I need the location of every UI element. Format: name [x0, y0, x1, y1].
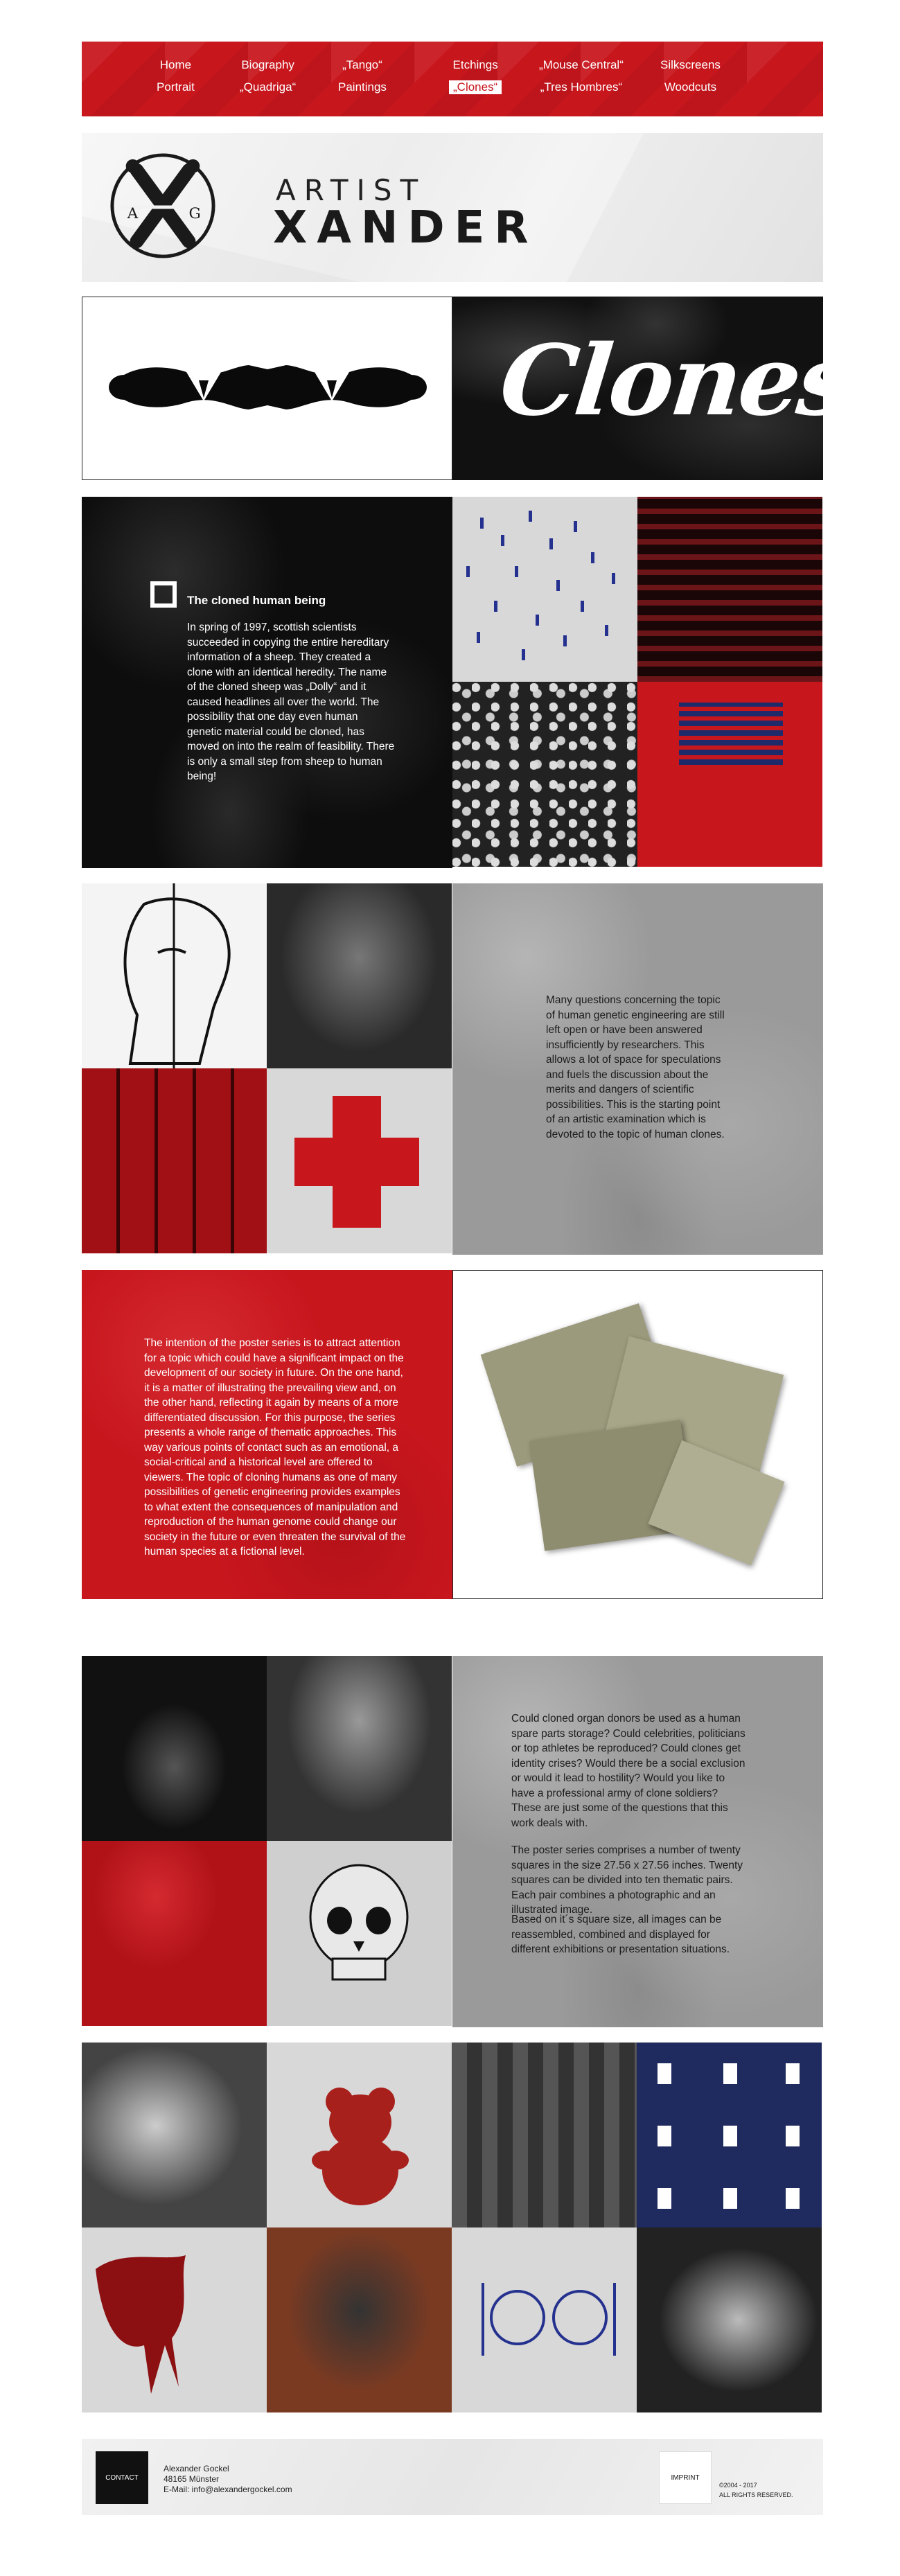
clones-banner: [82, 297, 856, 480]
logo-letter-g: G: [188, 204, 201, 222]
intro-text: In spring of 1997, scottish scientists succeeded in copying the entire hereditary information of a sheep. They created a clone with an identical heredity. The name of the cloned sheep was „Dolly“ and it caused headlines all over the world. The possibility that one day even human genetic material could be cloned, has moved on into the realm of feasibility. There is only a small step from sheep to human being!: [187, 621, 395, 782]
poster-statue[interactable]: [82, 883, 267, 1068]
poster-skull[interactable]: [267, 1841, 452, 2026]
poster-blue-figures[interactable]: [637, 2043, 822, 2227]
copyright-years: ©2004 - 2017: [719, 2482, 757, 2489]
questions-text: Many questions concerning the topic of human genetic engineering are still left open or have been answered insufficiently by researchers. This allows a lot of space for speculations and fuels the discussion about the merits and dangers of scientific possibilities. This is the starting point of an artistic examination which is devoted to the topic of human clones.: [546, 994, 725, 1140]
poster-blood-splatter[interactable]: [82, 2227, 267, 2412]
cutlery-illustration: [452, 2227, 637, 2412]
nav-link[interactable]: Silkscreens: [660, 58, 721, 71]
rows-illustration: [679, 703, 783, 765]
logo-letter-a: A: [127, 204, 139, 222]
rights-reserved: ALL RIGHTS RESERVED.: [719, 2491, 793, 2498]
poster-gasmask-photo[interactable]: [267, 2227, 452, 2412]
intro-panel: [82, 497, 452, 868]
crowd-figures-illustration: [452, 497, 637, 682]
statue-illustration: [82, 883, 267, 1068]
nav-link[interactable]: „Mouse Central“: [539, 58, 624, 71]
poster-crowd-photo[interactable]: [452, 682, 637, 867]
section-gallery-grid: [82, 2043, 823, 2412]
series-panel: [452, 1656, 823, 2027]
nav-column: [660, 58, 721, 103]
intention-panel: [82, 1270, 452, 1599]
site-header: [82, 133, 823, 282]
contact-info: [164, 2464, 292, 2495]
site-footer: [82, 2439, 823, 2515]
nav-link[interactable]: Etchings: [452, 58, 498, 71]
figures-grid-illustration: [637, 2043, 822, 2227]
poster-zombie[interactable]: [82, 1656, 267, 1841]
nav-link[interactable]: Paintings: [338, 80, 387, 94]
nav-column: [539, 58, 624, 103]
section-cloned-human-being: [82, 497, 823, 868]
section-intention: [82, 1270, 823, 1599]
section-questions: [82, 883, 823, 1255]
square-icon: [150, 581, 177, 608]
series-paragraph-3: Based on it´s square size, all images can be reassembled, combined and displayed for different exhibitions or presentation situations.: [511, 1914, 730, 1955]
series-paragraph-1: Could cloned organ donors be used as a human spare parts storage? Could celebrities, politicians or top athletes be reproduced? Could clones get identity crises? Would there be a social exclusion or would it lead to hostility? Would you like to have a professional army of clone soldiers? These are just some of the questions that this work deals with.: [511, 1713, 745, 1829]
questions-panel: [452, 883, 823, 1255]
nav-link[interactable]: Woodcuts: [664, 80, 717, 94]
page-title: Clones: [495, 324, 856, 438]
blood-splatter-illustration: [82, 2227, 267, 2412]
mirrored-figures-icon: [82, 297, 453, 481]
nav-link[interactable]: Home: [159, 58, 192, 71]
imprint-button[interactable]: IMPRINT: [659, 2451, 712, 2504]
artist-name: XANDER: [273, 202, 538, 254]
skull-illustration: [267, 1841, 452, 2026]
nav-link[interactable]: Portrait: [157, 80, 195, 94]
nav-link[interactable]: „Clones“: [449, 80, 502, 94]
nav-link[interactable]: „Tango“: [342, 58, 382, 71]
teddy-bear-illustration: [267, 2043, 452, 2227]
artist-logo[interactable]: [108, 151, 218, 261]
banner-illustration: [82, 297, 452, 480]
poster-hanging-figures[interactable]: [82, 1068, 267, 1253]
poster-red-cross[interactable]: [267, 1068, 452, 1253]
poster-singer-photo[interactable]: [267, 1656, 452, 1841]
poster-empty-seats[interactable]: [637, 497, 822, 682]
series-paragraph-2: The poster series comprises a number of twenty squares in the size 27.56 x 27.56 inches. Twenty squares can be divided into ten thematic pairs. Each pair combines a photographic and an illustrated image.: [511, 1844, 743, 1916]
poster-clone-rows[interactable]: [637, 682, 822, 867]
contact-city: 48165 Münster: [164, 2474, 220, 2484]
section-series: [82, 1656, 823, 2027]
contact-email[interactable]: E-Mail: info@alexandergockel.com: [164, 2485, 292, 2494]
contact-name: Alexander Gockel: [164, 2464, 229, 2473]
nav-column: [338, 58, 387, 103]
poster-soldiers-photo[interactable]: [452, 2043, 637, 2227]
section-heading: The cloned human being: [187, 594, 326, 607]
cross-horizontal: [294, 1138, 419, 1186]
banner-title-panel: [452, 297, 856, 480]
poster-baby-photo[interactable]: [82, 2043, 267, 2227]
nav-link[interactable]: „Quadriga“: [240, 80, 297, 94]
poster-crowd-blue[interactable]: [452, 497, 637, 682]
nav-column: [449, 58, 502, 103]
intention-text: The intention of the poster series is to attract attention for a topic which could have a significant impact on the development of our society in future. On the one hand, it is a matter of illustrating the prevailing view and, on the other hand, reflecting it again by means of a more differentiated discussion. For this purpose, the series presents a whole range of thematic approaches. This way various points of contact such as an emotional, a social-critical and a historical level are offered to viewers. The topic of cloning humans as one of many possibilities of genetic engineering provides examples to what extent the consequences of manipulation and reproduction of the human genome could change our society in the future or even threaten the survival of the human species at a fictional level.: [144, 1337, 406, 1558]
poster-teddy-bear[interactable]: [267, 2043, 452, 2227]
contact-button[interactable]: CONTACT: [96, 2451, 148, 2504]
poster-red-street[interactable]: [82, 1841, 267, 2026]
poster-photo-panel[interactable]: [452, 1270, 823, 1599]
copyright-info: [719, 2480, 793, 2500]
nav-column: [240, 58, 296, 103]
artist-label: ARTIST: [276, 173, 427, 207]
poster-surgeon-photo[interactable]: [267, 883, 452, 1068]
nav-link[interactable]: „Tres Hombres“: [540, 80, 623, 94]
nav-link[interactable]: Biography: [241, 58, 294, 71]
poster-cutlery[interactable]: [452, 2227, 637, 2412]
nav-column: [157, 58, 195, 103]
main-nav: [82, 42, 823, 116]
poster-sheep-photo[interactable]: [637, 2227, 822, 2412]
